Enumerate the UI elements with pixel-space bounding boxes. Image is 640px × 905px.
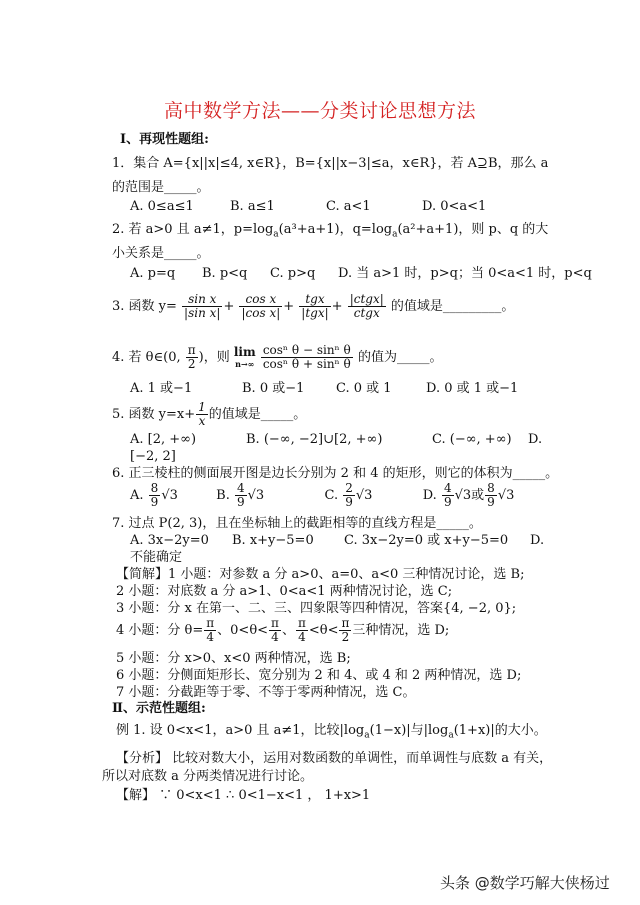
question-7-option-d-cont: 不能确定 xyxy=(130,550,183,565)
fraction xyxy=(261,344,353,371)
numerator: 1 xyxy=(198,400,206,414)
numerator: π xyxy=(297,616,306,630)
question-1-line-1: 1．集合 A={x||x|≤4, x∈R}，B={x||x−3|≤a，x∈R}，若 A⊇B，那么 a xyxy=(112,156,549,171)
denominator: 9 xyxy=(150,495,159,509)
denominator: x xyxy=(198,414,206,428)
ex1-sub: a xyxy=(448,730,454,741)
numerator: π xyxy=(271,616,279,630)
option: D. 0<a<1 xyxy=(422,199,487,214)
option: C. p>q xyxy=(270,266,316,281)
numerator: |ctgx| xyxy=(349,292,384,306)
limit-symbol xyxy=(234,346,256,370)
lim-sub: n→∞ xyxy=(235,358,255,369)
question-1-options xyxy=(130,199,486,215)
q5-text: 的值域是_____。 xyxy=(208,407,307,422)
question-2-line-2: 小关系是_____。 xyxy=(112,246,210,261)
sqrt: √3 xyxy=(161,488,178,503)
fraction xyxy=(149,482,161,509)
brief-solution-5: 5 小题：分 x>0、x<0 两种情况，选 B; xyxy=(116,651,351,666)
option: C. 3x−2y=0 或 x+y−5=0 xyxy=(344,533,509,548)
denominator: 2 xyxy=(341,630,350,644)
question-3: 3. 函数 y= $\frac{\text{sin x}}{\text{|sin x|}}$ + $\frac{\text{cos x}}{\text{|cos x|}}$ + $\frac{\text{tgx}}{\text{|tgx|}}$ + $\frac{\text{|ctgx|}}{\text{ctgx}}$ 的值域是_________。 xyxy=(112,292,515,320)
q2-sub: a xyxy=(392,229,398,240)
option: B. (−∞, −2]∪[2, +∞) xyxy=(246,432,383,447)
denominator: 2 xyxy=(187,357,196,371)
option: C. (−∞, +∞) xyxy=(432,432,512,447)
q2-sub: a xyxy=(273,229,279,240)
sol4-text: 4 小题：分 θ= xyxy=(116,623,204,638)
brief-solution-2: 2 小题：对底数 a 分 a>1、0<a<1 两种情况讨论，选 C; xyxy=(116,584,453,599)
denominator: 9 xyxy=(443,495,452,509)
ex1-sub: a xyxy=(364,730,370,741)
fraction xyxy=(235,482,247,509)
q6-or: 或 xyxy=(471,488,485,503)
option: B. x+y−5=0 xyxy=(232,533,314,548)
denominator: 9 xyxy=(487,495,495,509)
brief-solution-6: 6 小题：分侧面矩形长、宽分别为 2 和 4、或 4 和 2 两种情况，选 D; xyxy=(116,668,522,683)
ex1-text: 例 1. 设 0<x<1，a>0 且 a≠1，比较|log xyxy=(116,723,365,738)
fraction xyxy=(182,293,222,320)
analysis-line-2: 所以对底数 a 分两类情况进行讨论。 xyxy=(102,769,314,784)
denominator: 9 xyxy=(345,495,353,509)
option-label: A. xyxy=(130,488,144,503)
sqrt: √3 xyxy=(497,488,515,503)
numerator: cos x xyxy=(239,293,282,307)
numerator: 2 xyxy=(345,481,353,495)
denominator: 9 xyxy=(236,495,245,509)
q4-text: 的值为_____。 xyxy=(357,350,443,365)
sqrt: √3 xyxy=(454,488,472,503)
fraction xyxy=(196,401,208,428)
brief-solution-4 xyxy=(116,614,449,648)
option: A. [2, +∞) xyxy=(130,432,197,447)
q2-text: (a³+a+1)，q=log xyxy=(278,222,393,237)
section-heading-1: Ⅰ、再现性题组: xyxy=(120,132,209,147)
question-7-options xyxy=(130,533,544,549)
option-label: B. xyxy=(216,488,230,503)
question-6-options xyxy=(130,480,514,512)
ex1-text: (1−x)|与|log xyxy=(369,723,449,738)
denominator: 4 xyxy=(206,630,215,644)
question-4 xyxy=(112,340,442,376)
brief-solution-1: 【简解】1 小题：对参数 a 分 a>0、a=0、a<0 三种情况讨论，选 B; xyxy=(116,567,525,582)
question-2-line-1 xyxy=(112,222,548,243)
denominator: 4 xyxy=(298,630,306,644)
numerator: 8 xyxy=(487,481,495,495)
question-5 xyxy=(112,398,306,432)
option: D. 当 a>1 时，p>q；当 0<a<1 时，p<q xyxy=(338,266,592,281)
q3-text: 3. 函数 y= xyxy=(112,299,177,314)
question-2-options xyxy=(130,266,592,282)
numerator: π xyxy=(187,343,196,357)
question-4-options xyxy=(130,381,518,397)
ex1-text: (1+x)|的大小。 xyxy=(453,723,547,738)
fraction xyxy=(339,617,351,644)
option: C. a<1 xyxy=(326,199,371,214)
sol4-text: 、 xyxy=(281,623,295,638)
question-6-line-1: 6. 正三棱柱的侧面展开图是边长分别为 2 和 4 的矩形，则它的体积为_____。 xyxy=(112,466,559,481)
option: A. 0≤a≤1 xyxy=(130,199,194,214)
example-1 xyxy=(116,723,547,744)
option: D. 0 或 1 或−1 xyxy=(426,381,519,396)
fraction xyxy=(299,293,330,320)
solution-line-1: 【解】 ∵ 0<x<1 ∴ 0<1−x<1 ， 1+x>1 xyxy=(116,788,371,803)
fraction xyxy=(269,617,281,644)
q4-text: )，则 xyxy=(198,350,230,365)
fraction xyxy=(442,482,454,509)
option: D. xyxy=(528,432,543,447)
numerator: 4 xyxy=(443,481,452,495)
fraction xyxy=(239,293,282,320)
q2-text: 2. 若 a>0 且 a≠1，p=log xyxy=(112,222,274,237)
option: B. p<q xyxy=(202,266,248,281)
denominator: ctgx xyxy=(353,306,380,320)
sol4-text: <θ< xyxy=(308,623,339,638)
fraction xyxy=(186,344,198,371)
question-5-option-d-cont: [−2, 2] xyxy=(130,449,176,464)
analysis-line-1: 【分析】 比较对数大小，运用对数函数的单调性，而单调性与底数 a 有关， xyxy=(116,751,553,766)
numerator: sin x xyxy=(182,293,222,307)
numerator: π xyxy=(341,616,350,630)
fraction xyxy=(296,617,308,644)
sol4-text: 、0<θ< xyxy=(217,623,269,638)
section-heading-2: Ⅱ、示范性题组: xyxy=(112,701,206,716)
option-label: C. xyxy=(324,488,339,503)
page-title: 高中数学方法——分类讨论思想方法 xyxy=(163,100,476,122)
denominator: |sin x| xyxy=(184,306,221,320)
q3-text: 的值域是_________。 xyxy=(390,299,515,314)
numerator: 4 xyxy=(236,481,245,495)
brief-solution-3: 3 小题：分 x 在第一、二、三、四象限等四种情况，答案{4, −2, 0}; xyxy=(116,601,517,616)
denominator: cosⁿ θ + sinⁿ θ xyxy=(262,357,351,371)
brief-solution-7: 7 小题：分截距等于零、不等于零两种情况，选 C。 xyxy=(116,685,416,700)
option: C. 0 或 1 xyxy=(336,381,392,396)
option-label: D. xyxy=(422,488,437,503)
denominator: 4 xyxy=(271,630,279,644)
numerator: π xyxy=(206,616,215,630)
q5-text: 5. 函数 y=x+ xyxy=(112,407,196,422)
numerator: tgx xyxy=(299,293,330,307)
option: A. p=q xyxy=(130,266,176,281)
option: A. 1 或−1 xyxy=(130,381,193,396)
fraction xyxy=(343,482,355,509)
sqrt: √3 xyxy=(247,488,265,503)
option: B. a≤1 xyxy=(230,199,275,214)
fraction xyxy=(204,617,216,644)
watermark: 头条 @数学巧解大侠杨过 xyxy=(440,874,610,892)
question-1-line-2: 的范围是_____。 xyxy=(112,180,210,195)
option: D. xyxy=(530,533,545,548)
question-5-options xyxy=(130,432,542,448)
fraction xyxy=(348,293,386,320)
fraction xyxy=(485,482,497,509)
q4-text: 4. 若 θ∈(0, xyxy=(112,350,181,365)
numerator: cosⁿ θ − sinⁿ θ xyxy=(262,343,351,357)
option: B. 0 或−1 xyxy=(242,381,305,396)
question-7-line-1: 7. 过点 P(2, 3)，且在坐标轴上的截距相等的直线方程是_____。 xyxy=(112,516,482,531)
sqrt: √3 xyxy=(355,488,373,503)
option: A. 3x−2y=0 xyxy=(130,533,209,548)
q2-text: (a²+a+1)，则 p、q 的大 xyxy=(397,222,549,237)
denominator: |tgx| xyxy=(301,306,329,320)
lim-label: lim xyxy=(233,344,256,359)
numerator: 8 xyxy=(150,481,159,495)
sol4-text: 三种情况，选 D; xyxy=(352,623,450,638)
denominator: |cos x| xyxy=(241,306,281,320)
